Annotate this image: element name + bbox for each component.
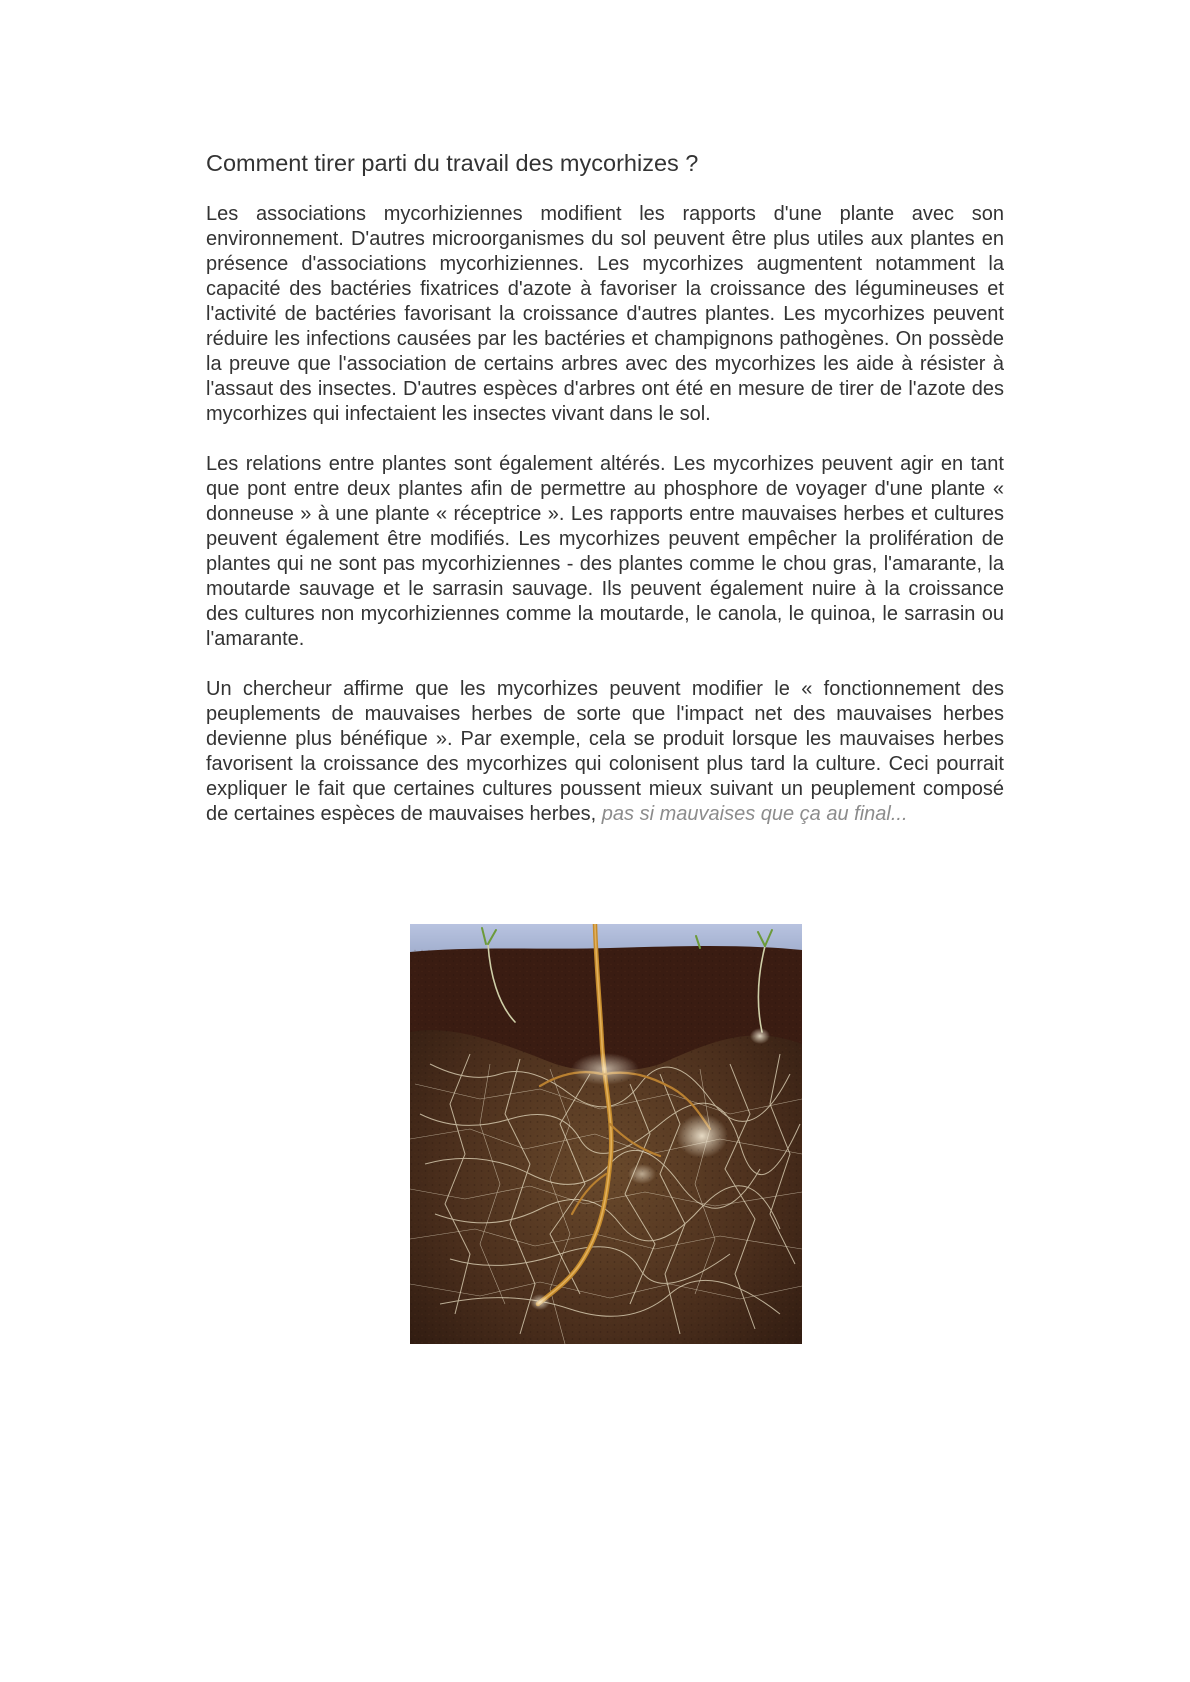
page-title: Comment tirer parti du travail des mycorhizes ? [206, 150, 699, 176]
paragraph-3 [206, 677, 1004, 827]
paragraph-3-text: Un chercheur affirme que les mycorhizes peuvent modifier le « fonctionnement des peuplements de mauvaises herbes de sorte que l'impact net des mauvaises herbes devienne plus bénéfique ». Par exemple, cela se produit lorsque les mauvaises herbes favorisent la croissance des mycorhizes qui colonisent plus tard la culture. Ceci pourrait expliquer le fait que certaines cultures poussent mieux suivant un peuplement composé de certaines espèces de mauvaises herbes, [206, 678, 1004, 825]
paragraph-2: Les relations entre plantes sont également altérés. Les mycorhizes peuvent agir en tant que pont entre deux plantes afin de permettre au phosphore de voyager d'une plante « donneuse » à une plante « réceptrice ». Les rapports entre mauvaises herbes et cultures peuvent également être modifiés. Les mycorhizes peuvent empêcher la prolifération de plantes qui ne sont pas mycorhiziennes - des plantes comme le chou gras, l'amarante, la moutarde sauvage et le sarrasin sauvage. Ils peuvent également nuire à la croissance des cultures non mycorhiziennes comme la moutarde, le canola, le quinoa, le sarrasin ou l'amarante. [206, 453, 1004, 650]
closing-aside: pas si mauvaises que ça au final... [601, 803, 908, 825]
paragraph-1: Les associations mycorhiziennes modifient les rapports d'une plante avec son environnement. D'autres microorganismes du sol peuvent être plus utiles aux plantes en présence d'associations mycorhiziennes. Les mycorhizes augmentent notamment la capacité des bactéries fixatrices d'azote à favoriser la croissance des légumineuses et l'activité de bactéries favorisant la croissance d'autres plantes. Les mycorhizes peuvent réduire les infections causées par les bactéries et champignons pathogènes. On possède la preuve que l'association de certains arbres avec des mycorhizes les aide à résister à l'assaut des insectes. D'autres espèces d'arbres ont été en mesure de tirer de l'azote des mycorhizes qui infectaient les insectes vivant dans le sol. [206, 203, 1004, 425]
document-body [206, 148, 1004, 852]
mycorrhiza-roots-photo [410, 924, 802, 1344]
